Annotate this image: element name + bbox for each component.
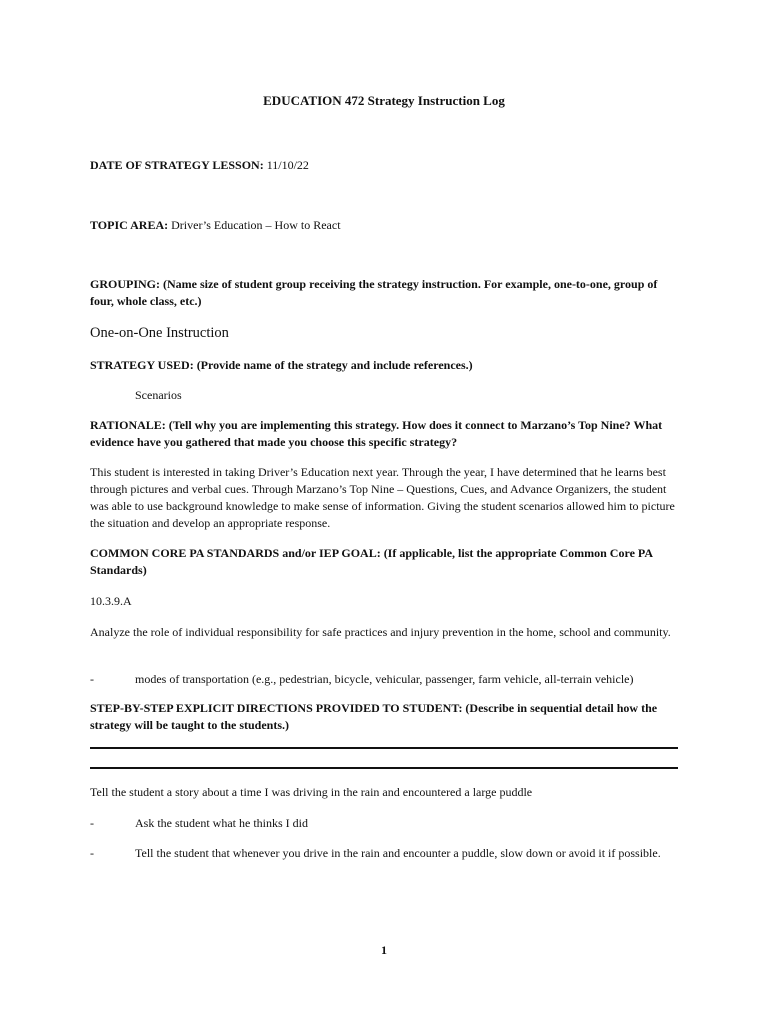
date-line	[90, 157, 678, 174]
directions-heading: STEP-BY-STEP EXPLICIT DIRECTIONS PROVIDED TO STUDENT: (Describe in sequential detail how the strategy will be taught to the students.)	[90, 701, 658, 732]
step-item-1-text: Ask the student what he thinks I did	[135, 816, 308, 830]
topic-label: TOPIC AREA:	[90, 218, 169, 232]
date-value: 11/10/22	[266, 158, 309, 172]
topic-value: Driver’s Education – How to React	[171, 218, 341, 232]
step-intro: Tell the student a story about a time I was driving in the rain and encountered a large puddle	[90, 785, 533, 799]
rationale-body: This student is interested in taking Driver’s Education next year. Through the year, I have determined that he learns best through pictures and verbal cues. Through Marzano’s Top Nine – Questions, Cues, and Advance Organizers, the student was able to use background knowledge to make sense of information. Giving the student scenarios allowed him to picture the situation and develop an appropriate response.	[90, 465, 675, 530]
divider-line-1	[90, 747, 678, 749]
date-label: DATE OF STRATEGY LESSON:	[90, 158, 264, 172]
standard-bullet	[90, 671, 678, 688]
document-title: EDUCATION 472 Strategy Instruction Log	[263, 93, 505, 108]
standard-code: 10.3.9.A	[90, 594, 132, 608]
bullet-dash: -	[90, 672, 94, 686]
topic-line	[90, 217, 678, 234]
step-item-2-text: Tell the student that whenever you drive in the rain and encounter a puddle, slow down or avoid it if possible.	[135, 846, 661, 860]
step-item-1	[90, 815, 678, 832]
strategy-heading: STRATEGY USED: (Provide name of the strategy and include references.)	[90, 358, 473, 372]
divider-line-2	[90, 767, 678, 769]
grouping-heading: GROUPING: (Name size of student group receiving the strategy instruction. For example, one-to-one, group of four, whole class, etc.)	[90, 277, 658, 308]
standard-description: Analyze the role of individual responsibility for safe practices and injury prevention in the home, school and community.	[90, 625, 671, 639]
rationale-heading: RATIONALE: (Tell why you are implementing this strategy. How does it connect to Marzano’s Top Nine? What evidence have you gathered that made you choose this specific strategy?	[90, 418, 663, 449]
grouping-value: One-on-One Instruction	[90, 325, 229, 341]
page-number: 1	[381, 943, 387, 957]
strategy-value: Scenarios	[135, 388, 182, 402]
standard-bullet-text: modes of transportation (e.g., pedestrian, bicycle, vehicular, passenger, farm vehicle, all-terrain vehicle)	[135, 672, 634, 686]
bullet-dash: -	[90, 816, 94, 830]
standards-heading: COMMON CORE PA STANDARDS and/or IEP GOAL: (If applicable, list the appropriate Common Core PA Standards)	[90, 546, 653, 577]
step-item-2	[90, 845, 678, 862]
bullet-dash: -	[90, 846, 94, 860]
